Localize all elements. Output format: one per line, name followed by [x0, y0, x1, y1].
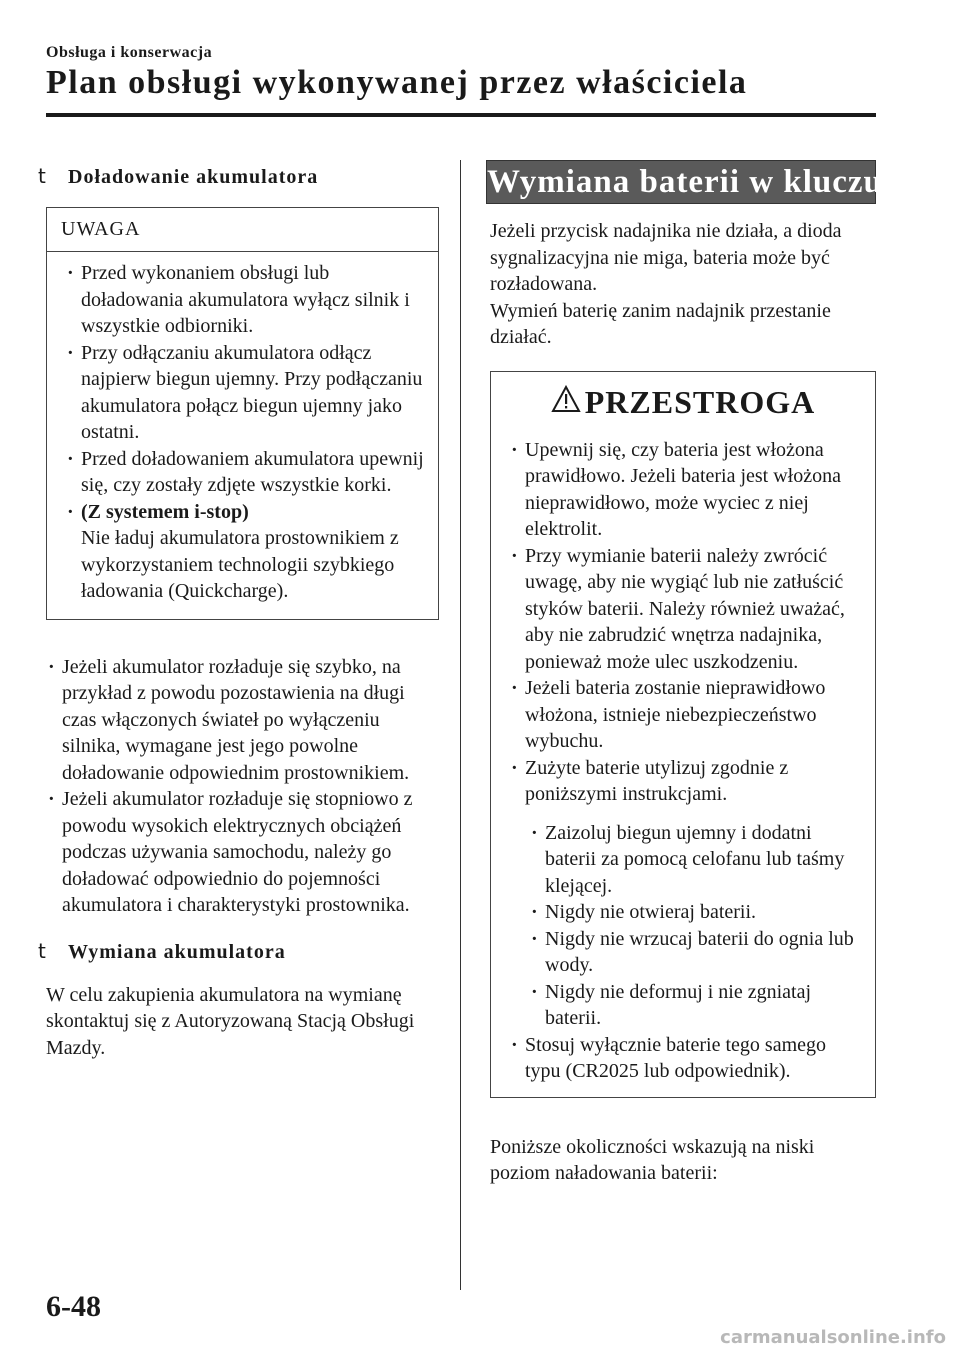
notice-item: · Przed doładowaniem akumulatora upewnij się, czy zostały zdjęte wszystkie korki. — [61, 446, 428, 499]
section-marker-icon: t — [38, 164, 47, 188]
caution-sublist — [525, 820, 865, 1032]
caution-subitem: · Nigdy nie deformuj i nie zgniataj baterii. — [525, 979, 865, 1032]
istop-heading: (Z systemem i-stop) — [81, 500, 249, 523]
section-label: Obsługa i konserwacja — [46, 44, 213, 61]
caution-body — [491, 437, 875, 1097]
caution-title: PRZESTROGA — [584, 383, 816, 420]
caution-item: · Zużyte baterie utylizuj zgodnie z poniższymi instrukcjami. — [505, 755, 865, 808]
caution-box — [490, 371, 876, 1098]
notice-item-istop — [61, 499, 428, 605]
replacement-heading-text: Wymiana akumulatora — [68, 940, 286, 963]
section-marker-icon: t — [38, 938, 47, 963]
intro-paragraph-2: Wymień baterię zanim nadajnik przestanie działać. — [490, 299, 831, 348]
istop-text: Nie ładuj akumulatora prostownikiem z wykorzystaniem technologii szybkiego ładowania (Quickcharge). — [81, 527, 399, 602]
title-rule — [46, 113, 876, 117]
watermark: carmanualsonline.info — [720, 1327, 946, 1348]
caution-list — [505, 437, 865, 808]
closing-paragraph: Poniższe okoliczności wskazują na niski poziom naładowania baterii: — [490, 1135, 815, 1184]
notice-box — [46, 207, 439, 620]
caution-subitem: · Nigdy nie wrzucaj baterii do ognia lub wody. — [525, 926, 865, 979]
notice-list — [61, 260, 428, 605]
charging-bullet: · Jeżeli akumulator rozładuje się szybko, na przykład z powodu pozostawienia na długi czas włączonych świateł po wyłączeniu silnika, wymagane jest jego powolne doładowanie odpowiednim prostownikiem. — [42, 654, 434, 787]
page-title: Plan obsługi wykonywanej przez właściciela — [46, 64, 748, 101]
replacement-heading — [38, 939, 438, 964]
notice-item: · Przy odłączaniu akumulatora odłącz najpierw biegun ujemny. Przy podłączaniu akumulatora połącz biegun ujemny jako ostatni. — [61, 340, 428, 446]
charging-heading-text: Doładowanie akumulatora — [68, 166, 319, 188]
page-number: 6-48 — [46, 1290, 101, 1323]
caution-subitem: · Zaizoluj biegun ujemny i dodatni baterii za pomocą celofanu lub taśmy klejącej. — [525, 820, 865, 900]
column-divider — [460, 160, 461, 1290]
left-column — [38, 164, 438, 1061]
notice-label: UWAGA — [47, 208, 438, 252]
charging-bullets — [42, 654, 434, 919]
key-battery-banner: Wymiana baterii w kluczu — [486, 160, 876, 204]
warning-triangle-icon — [551, 384, 581, 421]
caution-item: · Stosuj wyłącznie baterie tego samego typu (CR2025 lub odpowiednik). — [505, 1032, 865, 1085]
replacement-text: W celu zakupienia akumulatora na wymianę skontaktuj się z Autoryzowaną Stacją Obsługi Mazdy. — [46, 983, 415, 1059]
caution-item: · Jeżeli bateria zostanie nieprawidłowo włożona, istnieje niebezpieczeństwo wybuchu. — [505, 675, 865, 755]
intro-paragraph: Jeżeli przycisk nadajnika nie działa, a dioda sygnalizacyjna nie miga, bateria może być rozładowana. — [490, 220, 842, 295]
charging-bullet: · Jeżeli akumulator rozładuje się stopniowo z powodu wysokich elektrycznych obciążeń podczas używania samochodu, należy go doładować odpowiednio do pojemności akumulatora i charakterystyki prostownika. — [42, 786, 434, 919]
notice-body — [47, 252, 438, 619]
charging-heading — [38, 164, 438, 189]
notice-item: · Przed wykonaniem obsługi lub doładowania akumulatora wyłącz silnik i wszystkie odbiorniki. — [61, 260, 428, 340]
caution-item: · Przy wymianie baterii należy zwrócić uwagę, aby nie wygiąć lub nie zatłuścić styków baterii. Należy również uważać, aby nie zabrudzić wnętrza nadajnika, ponieważ może ulec uszkodzeniu. — [505, 543, 865, 676]
caution-subitem: · Nigdy nie otwieraj baterii. — [525, 899, 865, 926]
right-column — [490, 218, 878, 1187]
caution-list-end — [505, 1032, 865, 1085]
caution-header — [491, 372, 875, 437]
caution-item: · Upewnij się, czy bateria jest włożona prawidłowo. Jeżeli bateria jest włożona nieprawidłowo, może wyciec z niej elektrolit. — [505, 437, 865, 543]
